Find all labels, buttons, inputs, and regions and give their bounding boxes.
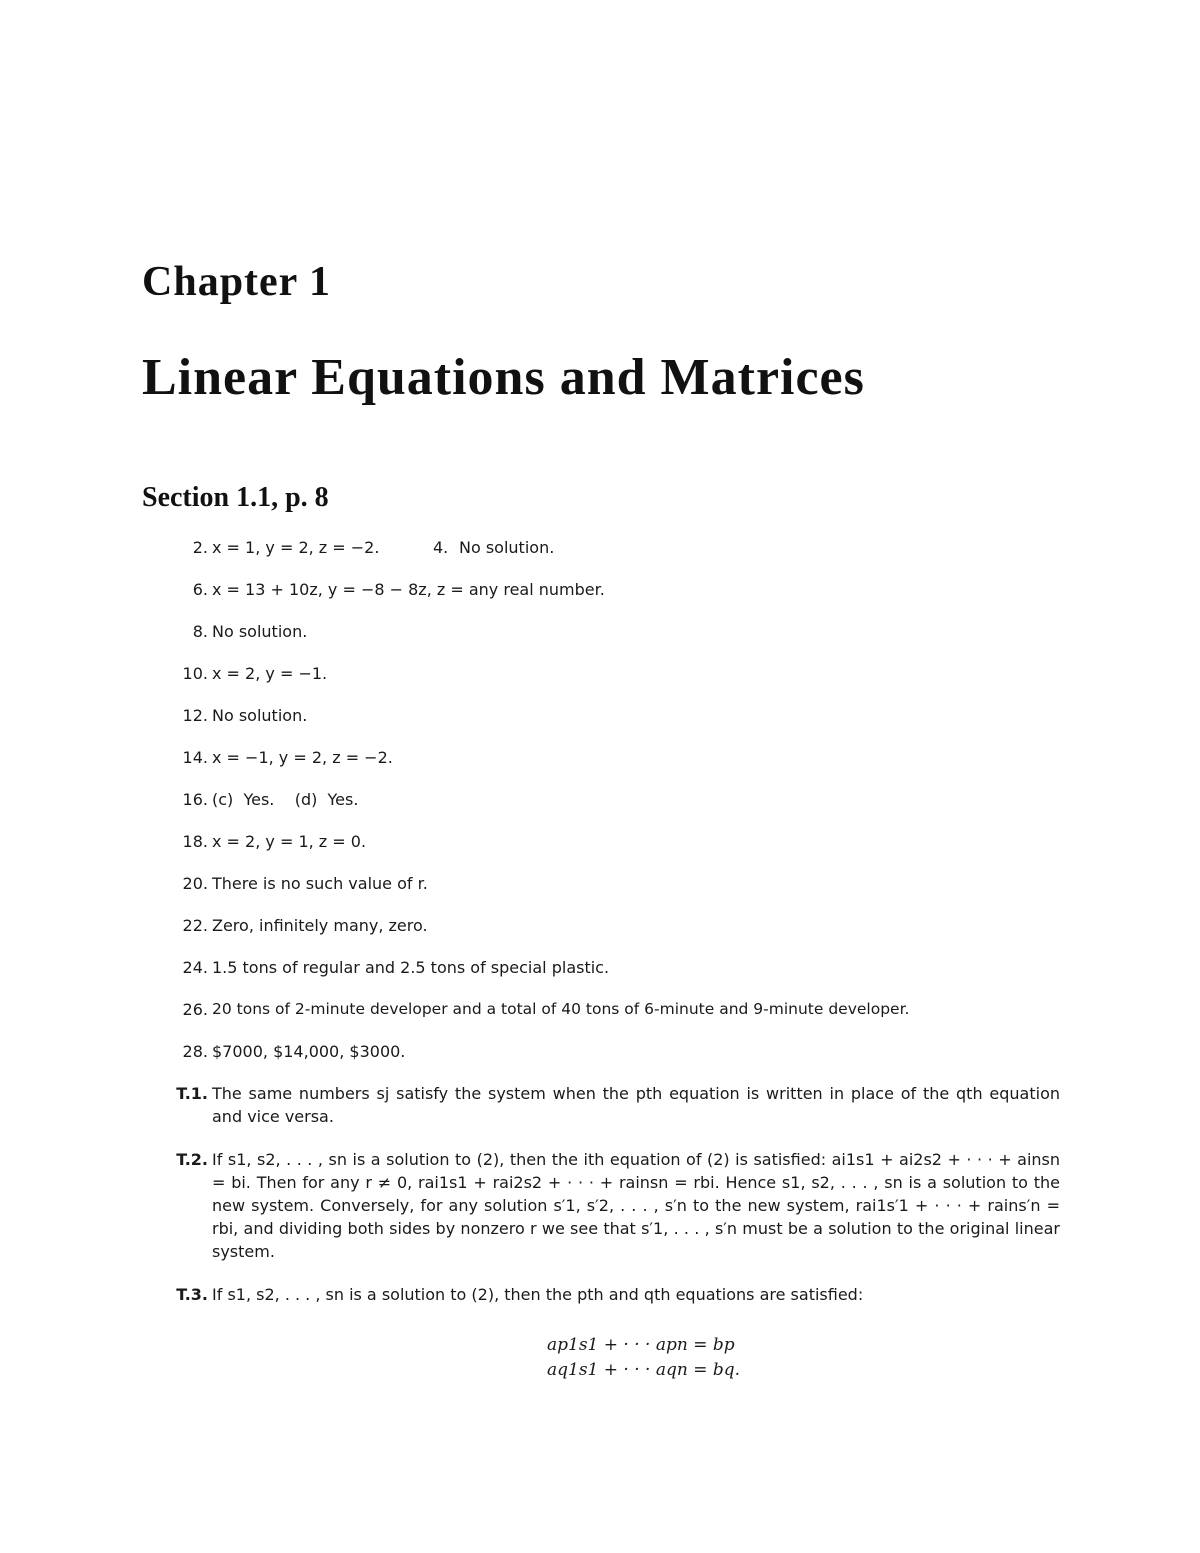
answer-text: $7000, $14,000, $3000. <box>212 1042 406 1061</box>
answer-number: 4. <box>433 538 449 557</box>
theory-text: The same numbers sj satisfy the system when the pth equation is written in place of the qth equation and vice versa. <box>212 1084 1060 1126</box>
answer-text: Zero, infinitely many, zero. <box>212 916 428 935</box>
answer-text: x = 1, y = 2, z = −2. <box>212 538 380 557</box>
answer-text: No solution. <box>212 622 308 641</box>
answer-text: There is no such value of r. <box>212 874 428 893</box>
answer-text: x = 2, y = −1. <box>212 664 328 683</box>
theory-number: T.2. <box>176 1150 208 1169</box>
answer-number: 6. <box>192 580 208 599</box>
answer-number: 22. <box>182 916 208 935</box>
answer-text: No solution. <box>459 538 555 557</box>
theory-text: If s1, s2, . . . , sn is a solution to (2), then the pth and qth equations are satisfied: <box>212 1285 864 1304</box>
chapter-title: Linear Equations and Matrices <box>142 349 865 406</box>
answer-text: (c) Yes. (d) Yes. <box>212 790 359 809</box>
answer-number: 20. <box>182 874 208 893</box>
answer-number: 8. <box>192 622 208 641</box>
answer-text: x = 2, y = 1, z = 0. <box>212 832 367 851</box>
answer-text: x = −1, y = 2, z = −2. <box>212 748 393 767</box>
section-title: Section 1.1, p. 8 <box>142 482 329 513</box>
answer-text: 20 tons of 2-minute developer and a total of 40 tons of 6-minute and 9-minute developer. <box>212 1000 910 1018</box>
answer-text: 1.5 tons of regular and 2.5 tons of special plastic. <box>212 958 610 977</box>
answer-number: 28. <box>182 1042 208 1061</box>
theory-text: If s1, s2, . . . , sn is a solution to (2), then the ith equation of (2) is satisfied: ai1s1 + ai2s2 + · · · + ainsn = bi. Then for any r ≠ 0, rai1s1 + rai2s2 + · · · + rainsn = rbi. Hence s1, s2, . . . , sn is a solution to the new system. Conversely, for any solution s′1, s′2, . . . , s′n to the new system, rai1s′1 + · · · + rains′n = rbi, and dividing both sides by nonzero r we see that s′1, . . . , s′n must be a solution to the original linear system. <box>212 1150 1060 1261</box>
display-equation: aq1s1 + · · · aqn = bq. <box>547 1360 741 1380</box>
display-equation: ap1s1 + · · · apn = bp <box>547 1335 735 1355</box>
answer-number: 12. <box>182 706 208 725</box>
answer-number: 24. <box>182 958 208 977</box>
theory-number: T.1. <box>176 1084 208 1103</box>
answer-number: 16. <box>182 790 208 809</box>
chapter-label: Chapter 1 <box>142 259 332 305</box>
answer-number: 2. <box>192 538 208 557</box>
answer-text: x = 13 + 10z, y = −8 − 8z, z = any real number. <box>212 580 605 599</box>
answer-text: No solution. <box>212 706 308 725</box>
answer-number: 18. <box>182 832 208 851</box>
answer-number: 26. <box>182 1000 208 1019</box>
theory-number: T.3. <box>176 1285 208 1304</box>
answer-number: 10. <box>182 664 208 683</box>
answer-number: 14. <box>182 748 208 767</box>
